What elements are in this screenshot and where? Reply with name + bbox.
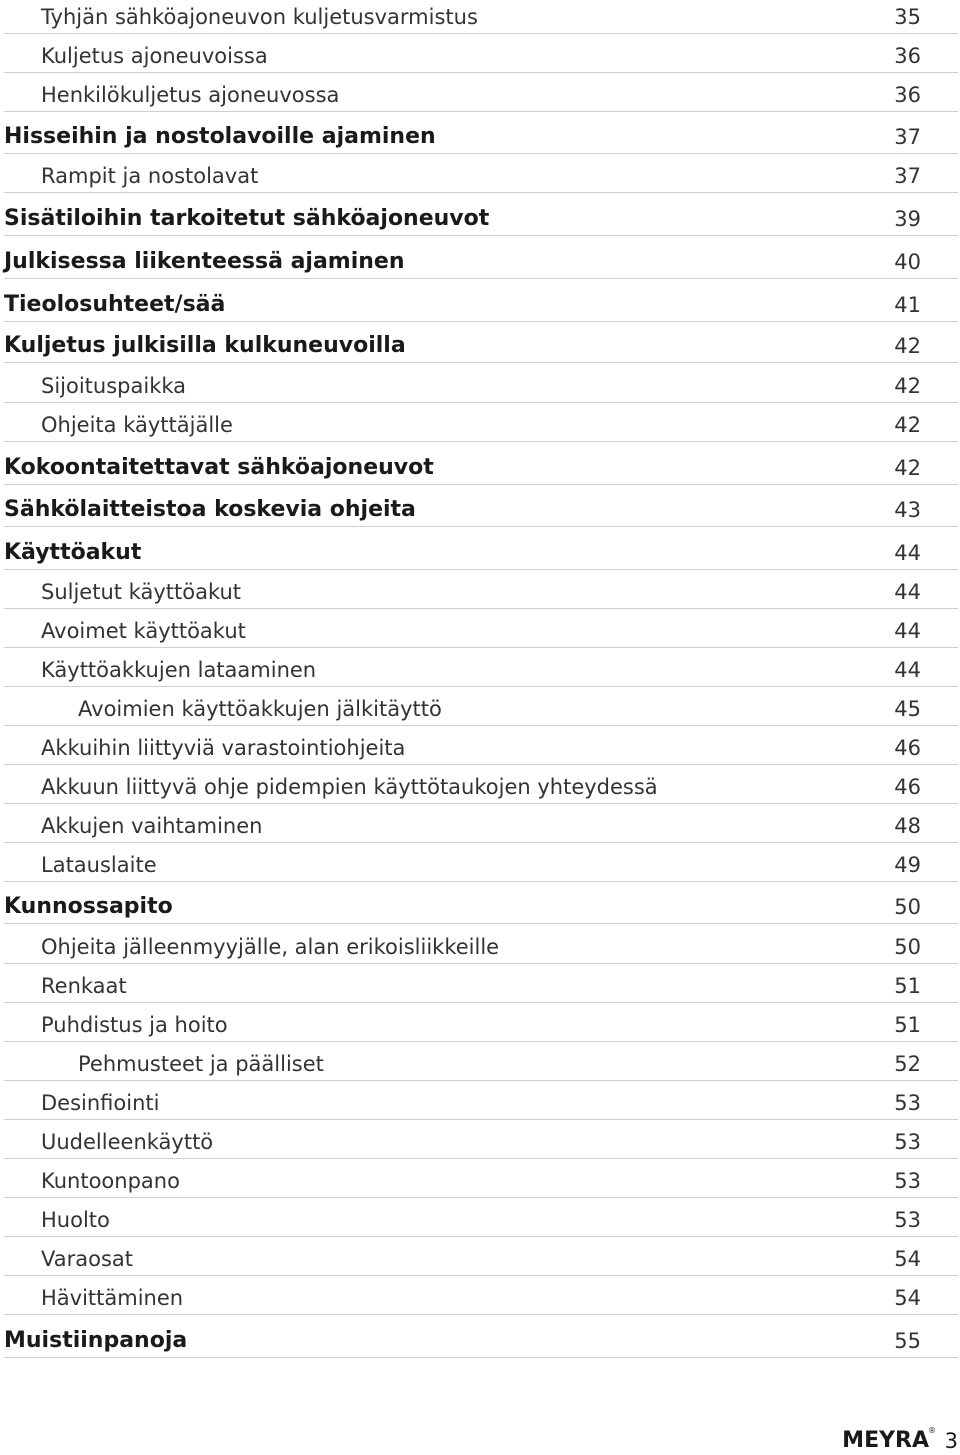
meyra-logo: MEYRA: [842, 1428, 929, 1453]
toc-entry-title: Hisseihin ja nostolavoille ajaminen: [4, 124, 436, 149]
toc-entry-page: 36: [894, 44, 921, 68]
toc-entry-title: Suljetut käyttöakut: [41, 580, 242, 604]
toc-entry[interactable]: [4, 1314, 958, 1358]
toc-entry-page: 54: [894, 1286, 921, 1310]
toc-entry-page: 48: [894, 814, 921, 838]
toc-entry-title: Avoimien käyttöakkujen jälkitäyttö: [78, 697, 442, 721]
toc-entry[interactable]: [4, 362, 958, 403]
toc-entry[interactable]: [4, 569, 958, 609]
toc-entry[interactable]: [4, 1197, 958, 1237]
toc-entry-page: 43: [894, 498, 921, 522]
toc-entry-title: Käyttöakut: [4, 540, 142, 565]
toc-entry-page: 42: [894, 413, 921, 437]
toc-entry-page: 35: [894, 5, 921, 29]
toc-entry-title: Muistiinpanoja: [4, 1328, 188, 1353]
toc-entry[interactable]: [4, 1002, 958, 1042]
toc-entry-title: Tieolosuhteet/sää: [4, 292, 226, 317]
toc-entry-page: 42: [894, 456, 921, 480]
toc-entry-title: Akkujen vaihtaminen: [41, 814, 263, 838]
toc-entry-title: Henkilökuljetus ajoneuvossa: [41, 83, 340, 107]
page-number: 3: [944, 1429, 958, 1453]
toc-entry-page: 50: [894, 935, 921, 959]
toc-entry[interactable]: [4, 72, 958, 112]
registered-mark: ®: [928, 1426, 936, 1435]
toc-entry-page: 44: [894, 580, 921, 604]
toc-entry-page: 54: [894, 1247, 921, 1271]
toc-entry[interactable]: [4, 484, 958, 527]
toc-entry-page: 46: [894, 775, 921, 799]
toc-entry[interactable]: [4, 1236, 958, 1276]
toc-entry-page: 44: [894, 619, 921, 643]
toc-entry[interactable]: [4, 192, 958, 236]
toc-entry-page: 53: [894, 1208, 921, 1232]
toc-entry-title: Sisätiloihin tarkoitetut sähköajoneuvot: [4, 206, 490, 231]
toc-entry-title: Pehmusteet ja päälliset: [78, 1052, 324, 1076]
toc-entry-page: 53: [894, 1169, 921, 1193]
toc-entry[interactable]: [4, 402, 958, 442]
toc-entry-page: 37: [894, 164, 921, 188]
toc-entry-title: Kunnossapito: [4, 894, 173, 919]
toc-entry-page: 37: [894, 125, 921, 149]
page-footer: [760, 1415, 960, 1455]
toc-entry-page: 53: [894, 1130, 921, 1154]
toc-entry-page: 41: [894, 293, 921, 317]
toc-entry-title: Hävittäminen: [41, 1286, 184, 1310]
toc-entry[interactable]: [4, 1080, 958, 1120]
toc-entry-title: Desinfiointi: [41, 1091, 160, 1115]
toc-entry-page: 50: [894, 895, 921, 919]
toc-entry-title: Ohjeita jälleenmyyjälle, alan erikoisliikkeille: [41, 935, 500, 959]
toc-entry[interactable]: [4, 321, 958, 363]
toc-entry-title: Akkuun liittyvä ohje pidempien käyttötaukojen yhteydessä: [41, 775, 658, 799]
toc-entry[interactable]: [4, 33, 958, 73]
toc-entry-title: Avoimet käyttöakut: [41, 619, 246, 643]
toc-entry[interactable]: [4, 153, 958, 193]
toc-entry-page: 40: [894, 250, 921, 274]
toc-entry-page: 49: [894, 853, 921, 877]
toc-entry[interactable]: [4, 686, 958, 726]
toc-entry-title: Julkisessa liikenteessä ajaminen: [4, 249, 405, 274]
toc-entry-page: 46: [894, 736, 921, 760]
toc-entry[interactable]: [4, 278, 958, 322]
toc-entry-page: 42: [894, 334, 921, 358]
toc-entry-title: Puhdistus ja hoito: [41, 1013, 228, 1037]
toc-entry[interactable]: [4, 803, 958, 843]
toc-entry[interactable]: [4, 764, 958, 804]
toc-entry[interactable]: [4, 647, 958, 687]
toc-entry-page: 39: [894, 207, 921, 231]
toc-entry[interactable]: [4, 842, 958, 882]
toc-entry[interactable]: [4, 1119, 958, 1159]
toc-entry-page: 42: [894, 374, 921, 398]
toc-entry-page: 55: [894, 1329, 921, 1353]
toc-entry-title: Renkaat: [41, 974, 127, 998]
toc-entry-title: Käyttöakkujen lataaminen: [41, 658, 317, 682]
toc-entry-page: 53: [894, 1091, 921, 1115]
toc-entry[interactable]: [4, 725, 958, 765]
toc-entry[interactable]: [4, 923, 958, 964]
toc-entry-title: Kokoontaitettavat sähköajoneuvot: [4, 455, 434, 480]
toc-entry[interactable]: [4, 111, 958, 154]
toc-entry-title: Uudelleenkäyttö: [41, 1130, 214, 1154]
toc-entry[interactable]: [4, 441, 958, 485]
toc-entry[interactable]: [4, 1275, 958, 1315]
toc-entry-title: Akkuihin liittyviä varastointiohjeita: [41, 736, 406, 760]
toc-entry-page: 44: [894, 658, 921, 682]
toc-entry[interactable]: [4, 1041, 958, 1081]
toc-entry-page: 52: [894, 1052, 921, 1076]
toc-entry-title: Rampit ja nostolavat: [41, 164, 259, 188]
toc-entry-title: Huolto: [41, 1208, 110, 1232]
toc-entry-title: Tyhjän sähköajoneuvon kuljetusvarmistus: [41, 5, 478, 29]
toc-entry-title: Sähkölaitteistoa koskevia ohjeita: [4, 497, 416, 522]
toc-entry-title: Kuljetus ajoneuvoissa: [41, 44, 268, 68]
toc-entry[interactable]: [4, 1158, 958, 1198]
toc-entry-title: Kuljetus julkisilla kulkuneuvoilla: [4, 333, 406, 358]
toc-entry-page: 51: [894, 974, 921, 998]
toc-entry-title: Ohjeita käyttäjälle: [41, 413, 233, 437]
toc-entry-title: Latauslaite: [41, 853, 157, 877]
toc-entry-page: 51: [894, 1013, 921, 1037]
toc-entry-page: 44: [894, 541, 921, 565]
toc-entry-page: 45: [894, 697, 921, 721]
toc-entry[interactable]: [4, 235, 958, 279]
toc-entry-title: Sijoituspaikka: [41, 374, 187, 398]
toc-entry[interactable]: [4, 526, 958, 570]
toc-entry[interactable]: [4, 608, 958, 648]
toc-entry-title: Kuntoonpano: [41, 1169, 180, 1193]
toc-entry[interactable]: [4, 963, 958, 1003]
toc-entry[interactable]: [4, 881, 958, 924]
toc-entry-page: 36: [894, 83, 921, 107]
toc-entry-title: Varaosat: [41, 1247, 133, 1271]
toc-entry[interactable]: [4, 0, 958, 34]
